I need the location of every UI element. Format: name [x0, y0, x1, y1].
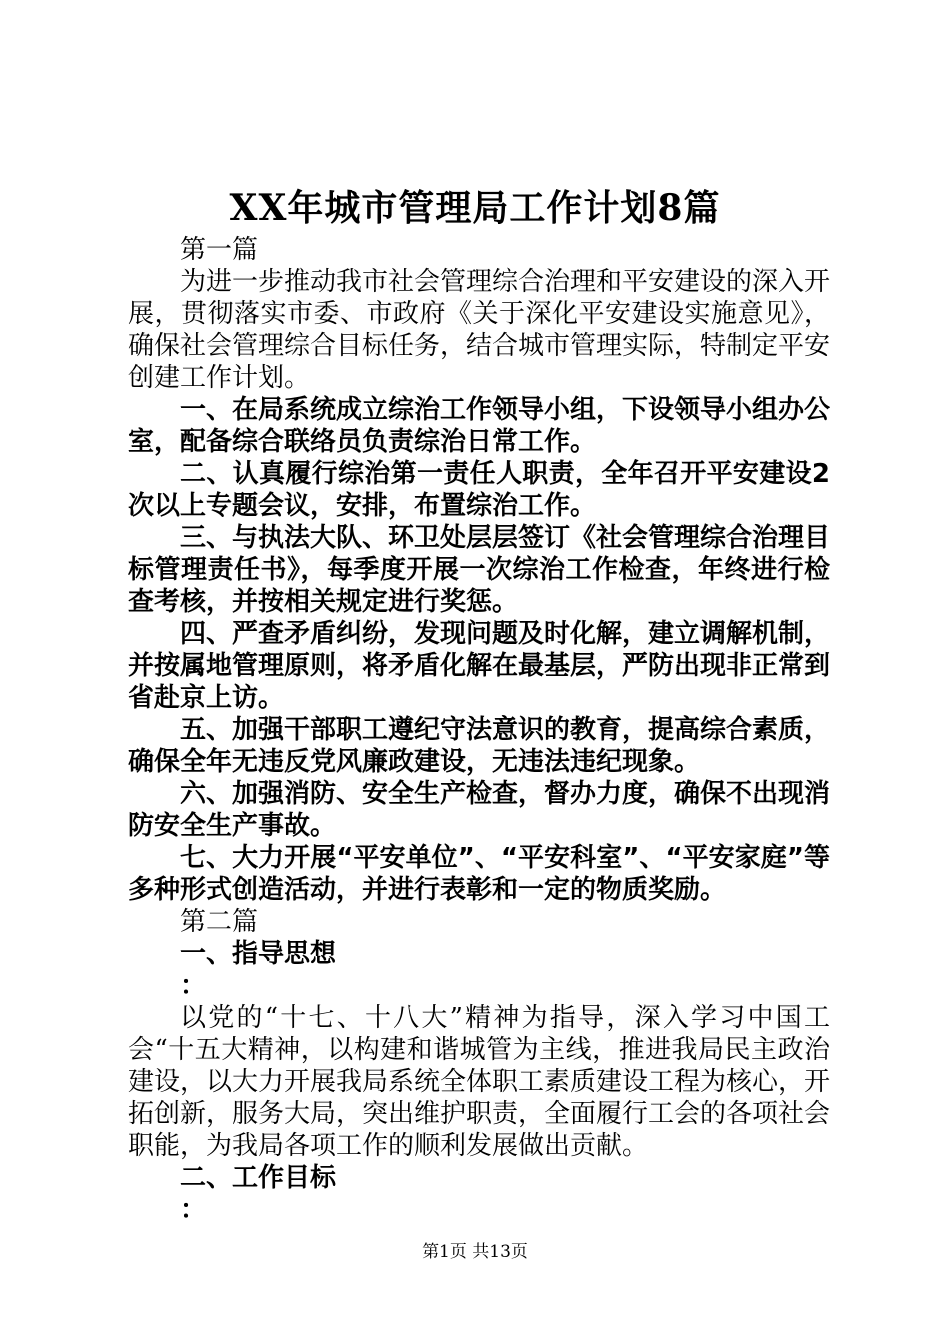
section-heading-work-goals: 二、工作目标 [180, 1163, 337, 1193]
part1-intro-paragraph: 为进一步推动我市社会管理综合治理和平安建设的深入开展，贯彻落实市委、市政府《关于深化平安建设实施意见》，确保社会管理综合目标任务，结合城市管理实际，特制定平安创建工作计划。 [128, 267, 831, 393]
part1-item-2: 二、认真履行综治第一责任人职责，全年召开平安建设2次以上专题会议，安排，布置综治工作。 [128, 459, 830, 521]
part1-heading: 第一篇 [180, 235, 259, 265]
part1-item-5: 五、加强干部职工遵纪守法意识的教育，提高综合素质，确保全年无违反党风廉政建设，无违法违纪现象。 [128, 715, 831, 777]
part1-item-4: 四、严查矛盾纠纷，发现问题及时化解，建立调解机制，并按属地管理原则，将矛盾化解在最基层，严防出现非正常到省赴京上访。 [128, 619, 831, 713]
document-title: XX年城市管理局工作计划8篇 [229, 187, 721, 229]
part1-item-6: 六、加强消防、安全生产检查，督办力度，确保不出现消防安全生产事故。 [128, 779, 831, 841]
part1-item-1: 一、在局系统成立综治工作领导小组，下设领导小组办公室，配备综合联络员负责综治日常工作。 [128, 395, 831, 457]
part2-heading: 第二篇 [180, 907, 259, 937]
section-heading-guiding-ideology: 一、指导思想 [180, 939, 337, 969]
part1-item-7: 七、大力开展“平安单位”、“平安科室”、“平安家庭”等多种形式创造活动，并进行表彰和一定的物质奖励。 [128, 843, 830, 905]
part1-item-3: 三、与执法大队、环卫处层层签订《社会管理综合治理目标管理责任书》，每季度开展一次综治工作检查，年终进行检查考核，并按相关规定进行奖惩。 [128, 523, 831, 617]
section-colon: ： [180, 1195, 207, 1225]
document-body [128, 234, 830, 1226]
page-number-footer: 第1页 共13页 [422, 1242, 528, 1262]
guiding-ideology-paragraph: 以党的“十七、十八大”精神为指导，深入学习中国工会“十五大精神，以构建和谐城管为主线，推进我局民主政治建设，以大力开展我局系统全体职工素质建设工程为核心，开拓创新，服务大局，突出维护职责，全面履行工会的各项社会职能，为我局各项工作的顺利发展做出贡献。 [128, 1003, 831, 1161]
section-colon: ： [180, 971, 207, 1001]
